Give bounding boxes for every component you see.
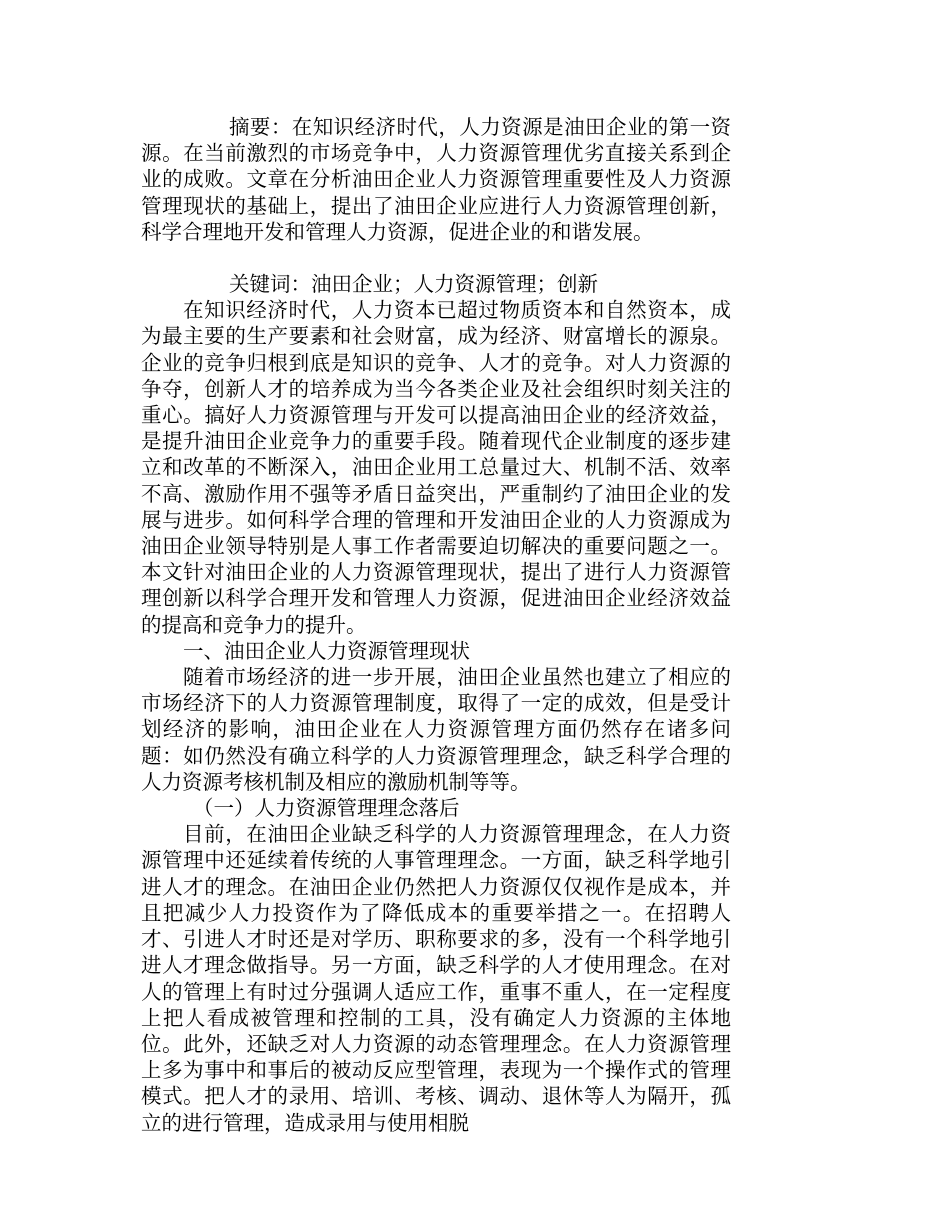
- section-heading: 一、油田企业人力资源管理现状: [183, 638, 470, 663]
- subsection-paragraph: 目前，在油田企业缺乏科学的人力资源管理理念，在人力资源管理中还延续着传统的人事管理理念。一方面，缺乏科学地引进人才的理念。在油田企业仍然把人力资源仅仅视作是成本，并且把减少人力投资作为了降低成本的重要举措之一。在招聘人才、引进人才时还是对学历、职称要求的多，没有一个科学地引进人才理念做指导。另一方面，缺乏科学的人才使用理念。在对人的管理上有时过分强调人适应工作，重事不重人，在一定程度上把人看成被管理和控制的工具，没有确定人力资源的主体地位。此外，还缺乏对人力资源的动态管理理念。在人力资源管理上多为事中和事后的被动反应型管理，表现为一个操作式的管理模式。把人才的录用、培训、考核、调动、退休等人为隔开，孤立的进行管理，造成录用与使用相脱: [141, 822, 731, 1135]
- section-paragraph: 随着市场经济的进一步开展，油田企业虽然也建立了相应的市场经济下的人力资源管理制度，取得了一定的成效，但是受计划经济的影响，油田企业在人力资源管理方面仍然存在诸多问题：如仍然没有确立科学的人力资源管理理念，缺乏科学合理的人力资源考核机制及相应的激励机制等等。: [141, 665, 731, 794]
- subsection-heading: （一）人力资源管理理念落后: [193, 796, 460, 821]
- document-body: [141, 114, 731, 1136]
- intro-paragraph: 在知识经济时代，人力资本已超过物质资本和自然资本，成为最主要的生产要素和社会财富，成为经济、财富增长的源泉。企业的竞争归根到底是知识的竞争、人才的竞争。对人力资源的争夺，创新人才的培养成为当今各类企业及社会组织时刻关注的重心。搞好人力资源管理与开发可以提高油田企业的经济效益，是提升油田企业竞争力的重要手段。随着现代企业制度的逐步建立和改革的不断深入，油田企业用工总量过大、机制不活、效率不高、激励作用不强等矛盾日益突出，严重制约了油田企业的发展与进步。如何科学合理的管理和开发油田企业的人力资源成为油田企业领导特别是人事工作者需要迫切解决的重要问题之一。本文针对油田企业的人力资源管理现状，提出了进行人力资源管理创新以科学合理开发和管理人力资源，促进油田企业经济效益的提高和竞争力的提升。: [141, 298, 731, 637]
- abstract-paragraph: 摘要：在知识经济时代，人力资源是油田企业的第一资源。在当前激烈的市场竞争中，人力资源管理优劣直接关系到企业的成败。文章在分析油田企业人力资源管理重要性及人力资源管理现状的基础上，提出了油田企业应进行人力资源管理创新，科学合理地开发和管理人力资源，促进企业的和谐发展。: [141, 115, 731, 244]
- keywords-line: 关键词：油田企业；人力资源管理；创新: [229, 272, 598, 297]
